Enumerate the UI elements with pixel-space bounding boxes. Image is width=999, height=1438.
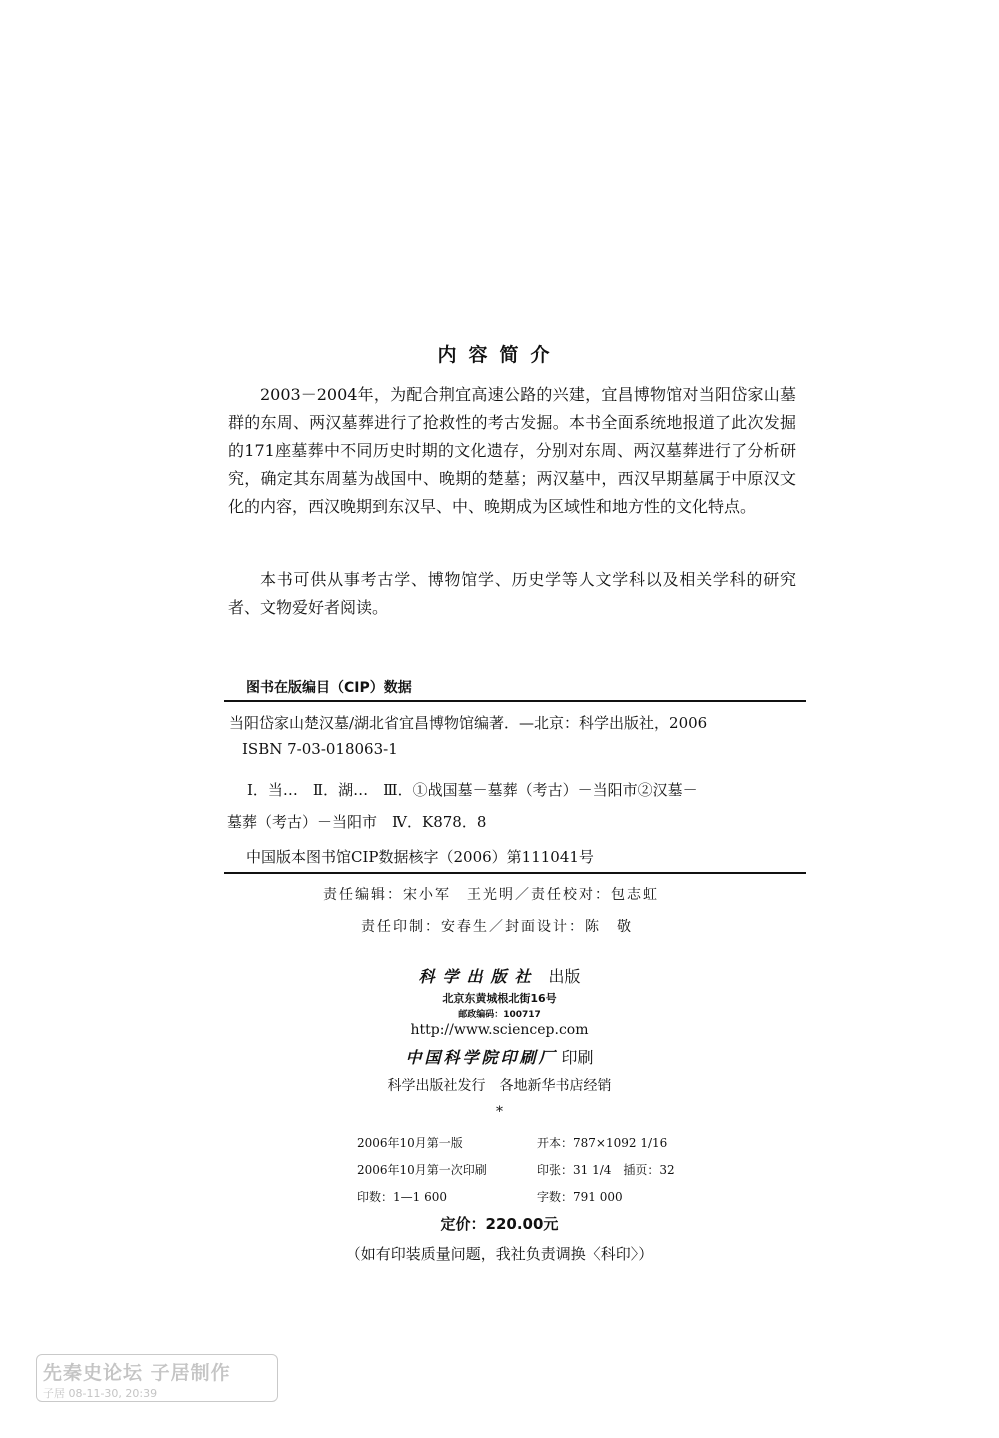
spec-word-count: 字数：791 000 <box>537 1190 623 1204</box>
intro-title: 内容简介 <box>437 344 562 366</box>
publisher-logo: 科学出版社 <box>418 967 539 986</box>
cip-heading: 图书在版编目（CIP）数据 <box>246 680 412 696</box>
publisher-line <box>0 964 999 987</box>
printer-logo: 中国科学院印刷厂 <box>405 1048 558 1067</box>
spec-edition: 2006年10月第一版 <box>357 1136 463 1150</box>
cip-verification: 中国版本图书馆CIP数据核字（2006）第111041号 <box>246 848 594 866</box>
cip-bottom-rule <box>224 872 806 874</box>
printer-action: 印刷 <box>561 1048 594 1067</box>
separator-star: * <box>496 1104 503 1120</box>
cip-isbn: ISBN 7-03-018063-1 <box>242 740 398 758</box>
spec-sheets: 印张：31 1/4 插页：32 <box>537 1163 675 1177</box>
quality-notice: （如有印装质量问题，我社负责调换〈科印〉） <box>345 1245 654 1263</box>
publisher-postcode: 邮政编码：100717 <box>458 1010 541 1020</box>
price: 定价：220.00元 <box>440 1215 559 1233</box>
publisher-address: 北京东黄城根北街16号 <box>442 992 557 1005</box>
staff-line-1: 责任编辑：宋小军 王光明／责任校对：包志虹 <box>323 887 659 903</box>
watermark-title: 先秦史论坛 子居制作 <box>43 1362 231 1384</box>
cip-subjects-line-1: Ⅰ．当… Ⅱ．湖… Ⅲ．①战国墓－墓葬（考古）－当阳市②汉墓－ <box>247 781 698 799</box>
spec-printing: 2006年10月第一次印刷 <box>357 1163 487 1177</box>
cip-top-rule <box>224 700 806 702</box>
spec-format: 开本：787×1092 1/16 <box>537 1136 668 1150</box>
printer-line <box>0 1045 999 1068</box>
intro-paragraph-1: 2003－2004年，为配合荆宜高速公路的兴建，宜昌博物馆对当阳岱家山墓群的东周、两汉墓葬进行了抢救性的考古发掘。本书全面系统地报道了此次发掘的171座墓葬中不同历史时期的文化遗存，分别对东周、两汉墓葬进行了分析研究，确定其东周墓为战国中、晚期的楚墓；两汉墓中，西汉早期墓属于中原汉文化的内容，西汉晚期到东汉早、中、晚期成为区域性和地方性的文化特点。 <box>228 385 796 516</box>
watermark <box>36 1354 278 1402</box>
publisher-action: 出版 <box>548 967 581 986</box>
publisher-website: http://www.sciencep.com <box>410 1022 589 1038</box>
watermark-subtitle: 子居 08-11-30, 20:39 <box>43 1387 158 1400</box>
intro-paragraph-2: 本书可供从事考古学、博物馆学、历史学等人文学科以及相关学科的研究者、文物爱好者阅读。 <box>228 570 796 617</box>
distribution: 科学出版社发行 各地新华书店经销 <box>387 1078 612 1094</box>
staff-line-2: 责任印制：安春生／封面设计：陈 敬 <box>361 919 633 935</box>
cip-subjects-line-2: 墓葬（考古）－当阳市 Ⅳ．K878．8 <box>227 813 487 831</box>
spec-print-run: 印数：1—1 600 <box>357 1190 447 1204</box>
cip-main-entry: 当阳岱家山楚汉墓/湖北省宜昌博物馆编著．—北京：科学出版社，2006 <box>229 714 708 732</box>
